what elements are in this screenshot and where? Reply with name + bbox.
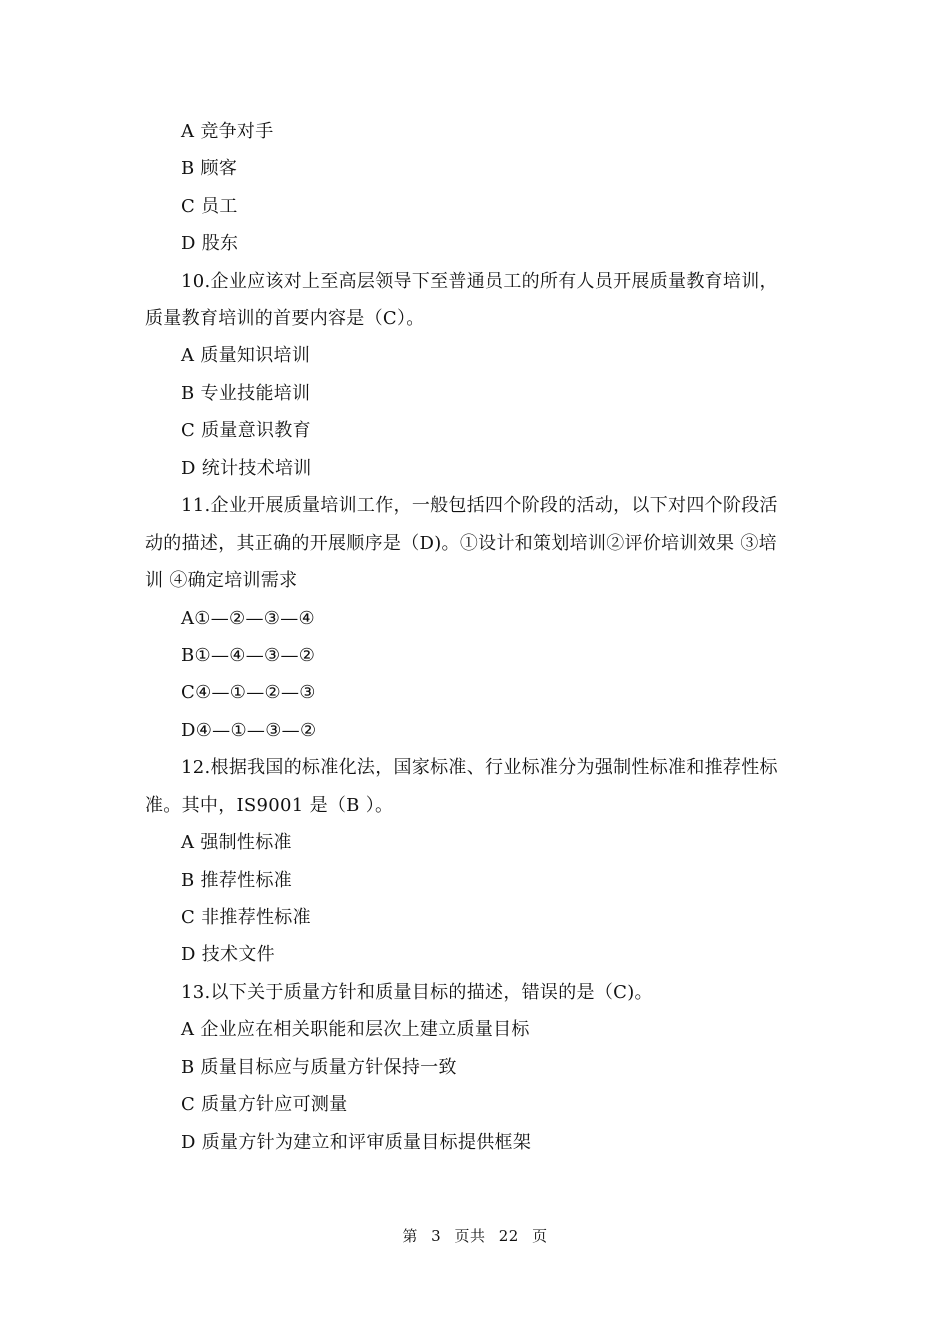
q12-option-d: D 技术文件	[181, 944, 275, 965]
q11-stem-line-2: 动的描述，其正确的开展顺序是（D)。①设计和策划培训②评价培训效果 ③培	[145, 533, 777, 554]
page-footer: 第 3 页共 22 页	[402, 1227, 548, 1245]
q12-option-c: C 非推荐性标准	[181, 907, 311, 928]
q11-stem-line-1: 11.企业开展质量培训工作，一般包括四个阶段的活动，以下对四个阶段活	[181, 495, 778, 516]
q13-option-a: A 企业应在相关职能和层次上建立质量目标	[181, 1019, 530, 1040]
q10-stem-line-1: 10.企业应该对上至高层领导下至普通员工的所有人员开展质量教育培训，	[181, 271, 778, 292]
q11-option-b: B①—④—③—②	[181, 645, 316, 666]
q9-option-a: A 竞争对手	[181, 121, 274, 142]
q12-stem-line-2: 准。其中，IS9001 是（B ）。	[145, 795, 394, 816]
q12-stem-line-1: 12.根据我国的标准化法，国家标准、行业标准分为强制性标准和推荐性标	[181, 757, 778, 778]
q13-stem-line-1: 13.以下关于质量方针和质量目标的描述，错误的是（C)。	[181, 982, 653, 1003]
q13-option-c: C 质量方针应可测量	[181, 1094, 348, 1115]
q11-option-d: D④—①—③—②	[181, 720, 317, 741]
q11-option-c: C④—①—②—③	[181, 682, 316, 703]
q11-stem-line-3: 训 ④确定培训需求	[145, 570, 298, 591]
q9-option-b: B 顾客	[181, 158, 238, 179]
q12-option-a: A 强制性标准	[181, 832, 292, 853]
q10-stem-line-2: 质量教育培训的首要内容是（C）。	[145, 308, 425, 329]
q10-option-a: A 质量知识培训	[181, 345, 311, 366]
q10-option-d: D 统计技术培训	[181, 458, 312, 479]
q10-option-b: B 专业技能培训	[181, 383, 311, 404]
q9-option-d: D 股东	[181, 233, 239, 254]
q12-option-b: B 推荐性标准	[181, 870, 293, 891]
q13-option-b: B 质量目标应与质量方针保持一致	[181, 1057, 457, 1078]
q13-option-d: D 质量方针为建立和评审质量目标提供框架	[181, 1132, 532, 1153]
q10-option-c: C 质量意识教育	[181, 420, 311, 441]
q11-option-a: A①—②—③—④	[181, 608, 315, 629]
q9-option-c: C 员工	[181, 196, 238, 217]
